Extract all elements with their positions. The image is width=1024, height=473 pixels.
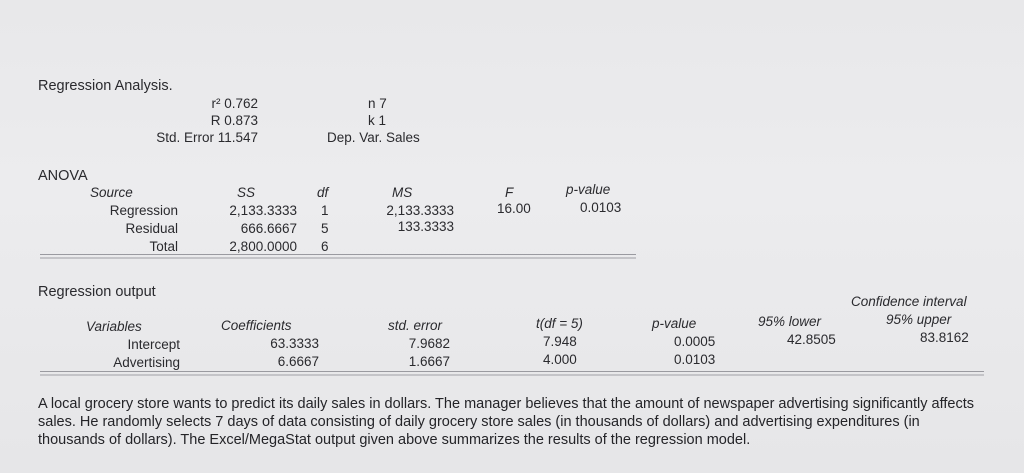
output-header-std-error: std. error — [388, 318, 443, 333]
output-header-coefficients: Coefficients — [221, 318, 292, 333]
anova-rule — [40, 254, 636, 255]
anova-header-df: df — [317, 185, 329, 200]
anova-ss-residual: 666.6667 — [240, 221, 297, 236]
anova-source-regression: Regression — [109, 203, 178, 218]
anova-df-regression: 1 — [321, 203, 329, 218]
anova-source-residual: Residual — [125, 221, 178, 236]
r-squared: r² 0.762 — [211, 96, 258, 111]
output-coef-advertising: 6.6667 — [277, 354, 319, 369]
output-upper-intercept: 83.8162 — [920, 330, 969, 345]
anova-title: ANOVA — [38, 168, 88, 184]
output-se-intercept: 7.9682 — [408, 336, 450, 351]
problem-paragraph: A local grocery store wants to predict its daily sales in dollars. The manager believes that the amount of newspaper advertising significantly affects sales. He randomly selects 7 days of data consisting of daily grocery store sales (in thousands of dollars) and advertising expenditures (in thousands of dollars). The Excel/MegaStat output given above summarizes the results of the regression model. — [38, 396, 975, 448]
anova-header-ss: SS — [236, 185, 255, 200]
output-header-pvalue: p-value — [652, 316, 697, 331]
output-t-intercept: 7.948 — [543, 334, 577, 349]
output-rule-shadow — [40, 374, 984, 376]
output-p-advertising: 0.0103 — [674, 352, 716, 367]
output-se-advertising: 1.6667 — [408, 354, 450, 369]
output-var-advertising: Advertising — [113, 355, 180, 370]
anova-df-residual: 5 — [321, 221, 329, 236]
anova-header-f: F — [505, 185, 514, 200]
output-coef-intercept: 63.3333 — [270, 336, 319, 351]
anova-ms-residual: 133.3333 — [397, 219, 454, 234]
anova-header-source: Source — [90, 185, 133, 200]
regression-output-title: Regression output — [38, 284, 156, 300]
output-header-95-upper: 95% upper — [886, 312, 952, 327]
output-var-intercept: Intercept — [127, 337, 180, 352]
anova-f-regression: 16.00 — [497, 201, 531, 216]
std-error: Std. Error 11.547 — [156, 130, 258, 145]
anova-p-regression: 0.0103 — [580, 200, 622, 215]
output-rule — [40, 371, 984, 372]
anova-ss-total: 2,800.0000 — [229, 239, 297, 254]
output-header-variables: Variables — [86, 319, 142, 334]
anova-ss-regression: 2,133.3333 — [229, 203, 297, 218]
dep-var: Dep. Var. Sales — [327, 130, 420, 145]
n-value: n 7 — [368, 96, 387, 111]
k-value: k 1 — [368, 113, 387, 128]
output-lower-intercept: 42.8505 — [787, 332, 836, 347]
output-p-intercept: 0.0005 — [674, 334, 716, 349]
anova-ms-regression: 2,133.3333 — [386, 203, 454, 218]
anova-header-ms: MS — [392, 185, 413, 200]
r-value: R 0.873 — [210, 113, 258, 128]
regression-title: Regression Analysis. — [38, 78, 173, 94]
anova-rule-shadow — [40, 257, 636, 259]
confidence-interval-label: Confidence interval — [851, 294, 967, 309]
output-t-advertising: 4.000 — [543, 352, 577, 367]
anova-df-total: 6 — [321, 239, 329, 254]
output-header-95-lower: 95% lower — [758, 314, 822, 329]
anova-header-pvalue: p-value — [566, 182, 611, 197]
anova-source-total: Total — [149, 239, 178, 254]
output-header-t: t(df = 5) — [536, 316, 583, 331]
